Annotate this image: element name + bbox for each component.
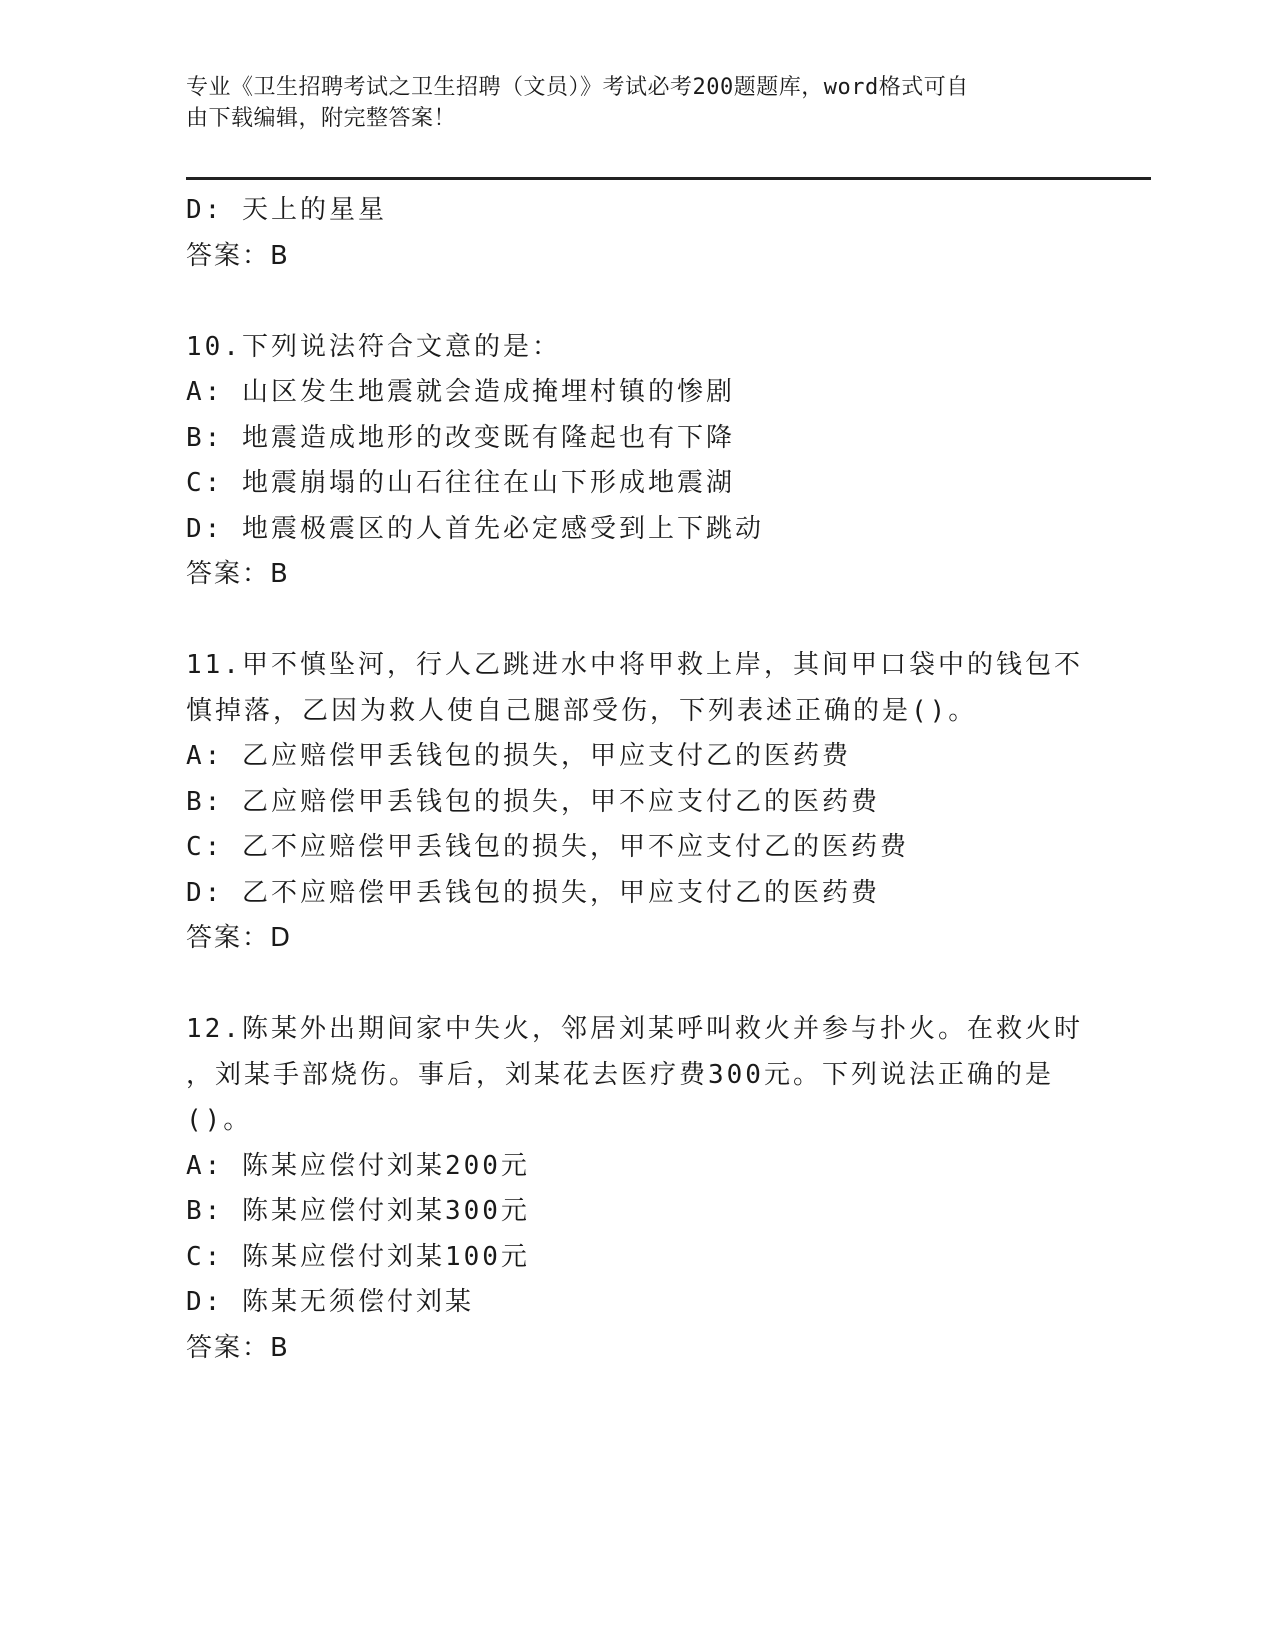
option-a: A: 山区发生地震就会造成掩埋村镇的惨剧	[186, 377, 735, 407]
option-b: B: 地震造成地形的改变既有隆起也有下降	[186, 422, 735, 453]
question-10	[186, 325, 1146, 598]
question-stem-continued: ()。	[186, 1105, 253, 1135]
option-d: D: 陈某无须偿付刘某	[186, 1287, 474, 1317]
option-c: C: 地震崩塌的山石往往在山下形成地震湖	[186, 468, 735, 498]
question-9-fragment	[186, 188, 1146, 279]
question-stem: 10.下列说法符合文意的是：	[186, 331, 561, 362]
spacer	[186, 279, 1146, 325]
question-12	[186, 1007, 1146, 1371]
header-line-1: 专业《卫生招聘考试之卫生招聘（文员）》考试必考200题题库，word格式可自	[186, 75, 969, 100]
question-stem-continued: 慎掉落，乙因为救人使自己腿部受伤，下列表述正确的是()。	[186, 695, 978, 726]
answer-line: 答案：B	[186, 559, 290, 589]
option-c: C: 陈某应偿付刘某100元	[186, 1241, 530, 1272]
header-divider	[186, 177, 1151, 180]
question-11	[186, 643, 1146, 962]
option-d: D: 天上的星星	[186, 195, 387, 225]
answer-line: 答案：B	[186, 240, 290, 271]
question-stem: 12.陈某外出期间家中失火，邻居刘某呼叫救火并参与扑火。在救火时	[186, 1014, 1083, 1044]
spacer	[186, 598, 1146, 644]
option-a: A: 陈某应偿付刘某200元	[186, 1150, 530, 1181]
document-header	[186, 72, 1066, 134]
question-stem-continued: ，刘某手部烧伤。事后，刘某花去医疗费300元。下列说法正确的是	[186, 1059, 1054, 1090]
question-stem: 11.甲不慎坠河，行人乙跳进水中将甲救上岸，其间甲口袋中的钱包不	[186, 650, 1083, 680]
option-c: C: 乙不应赔偿甲丢钱包的损失，甲不应支付乙的医药费	[186, 832, 909, 862]
option-b: B: 陈某应偿付刘某300元	[186, 1196, 530, 1226]
question-list	[186, 188, 1146, 1371]
option-b: B: 乙应赔偿甲丢钱包的损失，甲不应支付乙的医药费	[186, 786, 880, 817]
option-a: A: 乙应赔偿甲丢钱包的损失，甲应支付乙的医药费	[186, 741, 851, 771]
option-d: D: 地震极震区的人首先必定感受到上下跳动	[186, 513, 764, 544]
answer-line: 答案：D	[186, 923, 293, 953]
spacer	[186, 962, 1146, 1008]
header-line-2: 由下载编辑，附完整答案！	[186, 106, 457, 131]
option-d: D: 乙不应赔偿甲丢钱包的损失，甲应支付乙的医药费	[186, 877, 880, 908]
answer-line: 答案：B	[186, 1332, 290, 1363]
